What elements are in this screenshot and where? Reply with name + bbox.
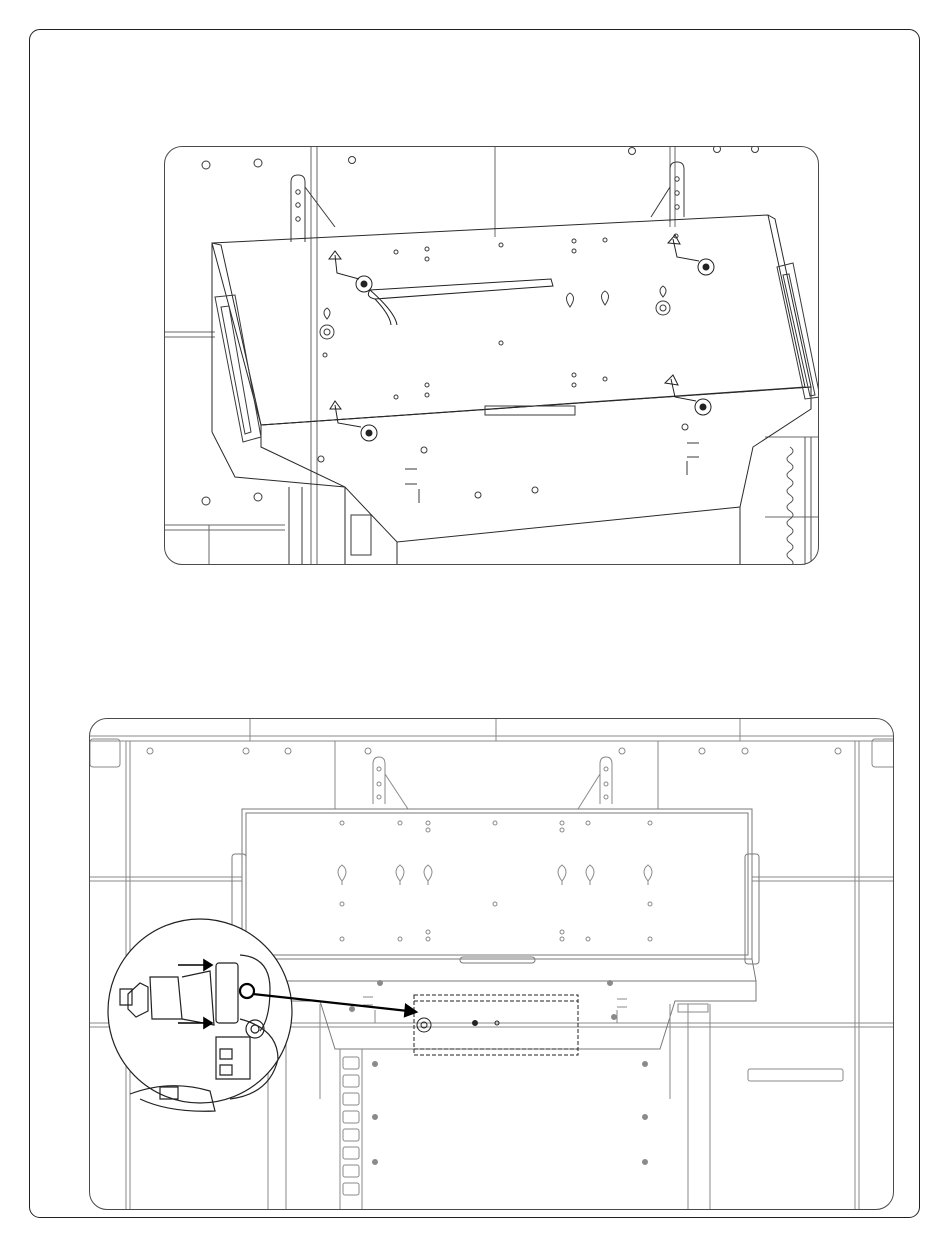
keyhole-slots [338, 865, 652, 885]
front-lip-details [350, 981, 628, 1024]
wall-brackets [291, 162, 684, 242]
wall-brackets [373, 757, 612, 809]
zoom-callout-circle [108, 919, 292, 1111]
hex-key-tool [368, 279, 553, 325]
front-lip-details [318, 406, 699, 503]
step-1-illustration [164, 146, 819, 565]
plate-holes [323, 234, 678, 399]
wall-holes [147, 748, 841, 754]
mount-tray [232, 809, 759, 1049]
bolt-arrows [329, 235, 714, 441]
plate-holes [340, 821, 652, 941]
wall-grid [165, 147, 819, 565]
center-pillar [289, 487, 371, 565]
step-2-illustration [89, 718, 894, 1210]
connector-box [414, 995, 578, 1055]
lower-columns [268, 1004, 843, 1210]
coiled-cable [787, 437, 811, 565]
keyhole-slots [320, 286, 670, 339]
cable-chain [340, 1049, 362, 1210]
